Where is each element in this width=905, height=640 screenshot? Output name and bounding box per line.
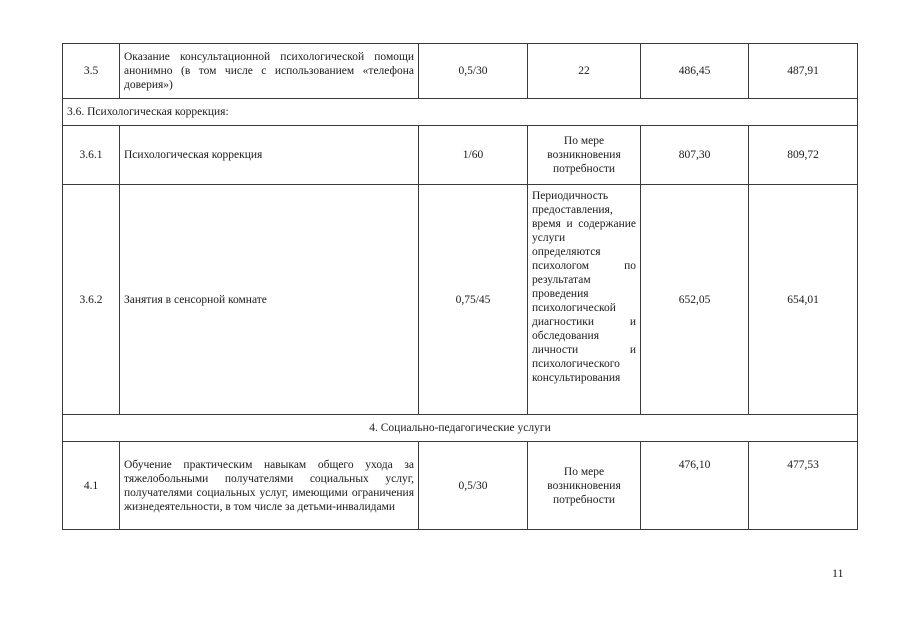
table-row	[63, 185, 858, 415]
periodicity: По мере возникновения потребности	[528, 442, 641, 530]
section-row	[63, 415, 858, 442]
time-norm: 0,5/30	[419, 442, 528, 530]
section-row	[63, 99, 858, 126]
time-norm: 0,5/30	[419, 44, 528, 99]
service-name: Психологическая коррекция	[120, 126, 419, 185]
service-name: Обучение практическим навыкам общего ухода за тяжелобольными получателями социальных услуг, получателями социальных услуг, имеющими ограничения жизнедеятельности, в том числе за детьми-инвалидами	[120, 442, 419, 530]
table-row	[63, 442, 858, 530]
section-heading: 3.6. Психологическая коррекция:	[63, 99, 858, 126]
page-number: 11	[832, 566, 844, 580]
time-norm: 0,75/45	[419, 185, 528, 415]
service-name: Занятия в сенсорной комнате	[120, 185, 419, 415]
row-number: 4.1	[63, 442, 120, 530]
tariff-value-1: 476,10	[641, 442, 749, 530]
service-name: Оказание консультационной психологической помощи анонимно (в том числе с использованием «телефона доверия»)	[120, 44, 419, 99]
tariff-value-1: 807,30	[641, 126, 749, 185]
services-table	[62, 43, 858, 530]
tariff-value-2: 654,01	[749, 185, 858, 415]
tariff-value-1: 486,45	[641, 44, 749, 99]
periodicity: Периодичность предоставления, время и содержание услуги определяются психологом по результатам проведения психологической диагностики и обследования личности и психологического консультирования	[528, 185, 641, 415]
section-heading: 4. Социально-педагогические услуги	[63, 415, 858, 442]
tariff-value-2: 477,53	[749, 442, 858, 530]
tariff-value-2: 809,72	[749, 126, 858, 185]
tariff-value-1: 652,05	[641, 185, 749, 415]
table-row	[63, 126, 858, 185]
periodicity: 22	[528, 44, 641, 99]
tariff-value-2: 487,91	[749, 44, 858, 99]
table-row	[63, 44, 858, 99]
row-number: 3.6.2	[63, 185, 120, 415]
row-number: 3.6.1	[63, 126, 120, 185]
time-norm: 1/60	[419, 126, 528, 185]
row-number: 3.5	[63, 44, 120, 99]
periodicity: По мере возникновения потребности	[528, 126, 641, 185]
